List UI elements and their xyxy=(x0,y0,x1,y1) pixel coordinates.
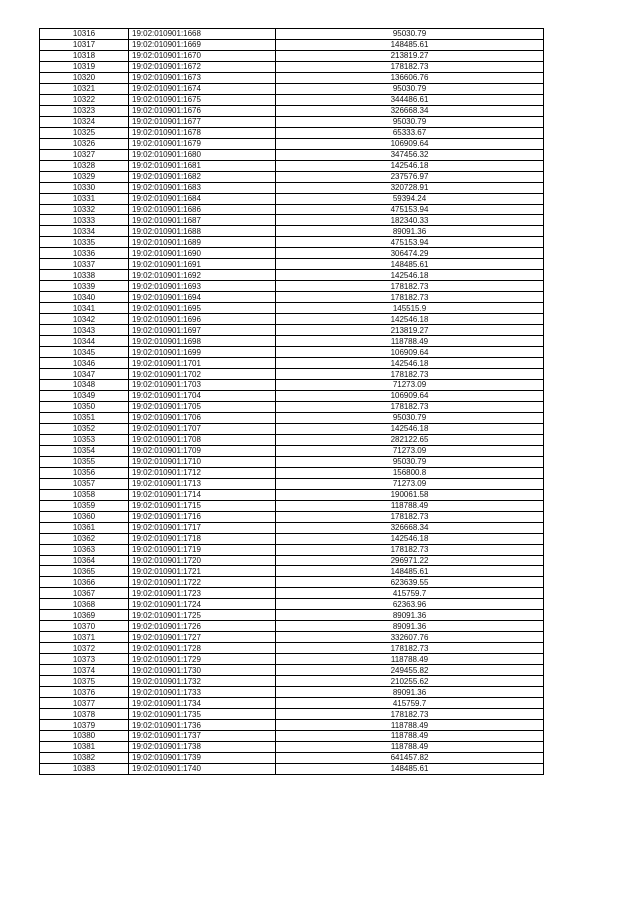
row-number-cell: 10356 xyxy=(40,467,129,478)
table-row xyxy=(40,127,544,138)
table-body xyxy=(40,29,544,775)
table-row xyxy=(40,39,544,50)
row-number-cell: 10321 xyxy=(40,83,129,94)
row-number-cell: 10332 xyxy=(40,204,129,215)
cadastral-value-cell: 475153.94 xyxy=(276,204,544,215)
cadastral-number-cell: 19:02:010901:1705 xyxy=(129,401,276,412)
cadastral-number-cell: 19:02:010901:1692 xyxy=(129,270,276,281)
row-number-cell: 10377 xyxy=(40,698,129,709)
row-number-cell: 10382 xyxy=(40,752,129,763)
table-row xyxy=(40,116,544,127)
table-row xyxy=(40,566,544,577)
cadastral-number-cell: 19:02:010901:1707 xyxy=(129,423,276,434)
table-row xyxy=(40,380,544,391)
cadastral-number-cell: 19:02:010901:1740 xyxy=(129,763,276,774)
cadastral-number-cell: 19:02:010901:1738 xyxy=(129,741,276,752)
cadastral-number-cell: 19:02:010901:1676 xyxy=(129,105,276,116)
cadastral-value-cell: 178182.73 xyxy=(276,281,544,292)
cadastral-number-cell: 19:02:010901:1677 xyxy=(129,116,276,127)
cadastral-number-cell: 19:02:010901:1696 xyxy=(129,314,276,325)
row-number-cell: 10351 xyxy=(40,412,129,423)
row-number-cell: 10357 xyxy=(40,478,129,489)
cadastral-value-cell: 182340.33 xyxy=(276,215,544,226)
row-number-cell: 10375 xyxy=(40,676,129,687)
table-row xyxy=(40,478,544,489)
cadastral-value-cell: 71273.09 xyxy=(276,445,544,456)
row-number-cell: 10346 xyxy=(40,358,129,369)
table-row xyxy=(40,709,544,720)
row-number-cell: 10364 xyxy=(40,555,129,566)
cadastral-value-table xyxy=(39,28,544,775)
table-row xyxy=(40,270,544,281)
cadastral-value-cell: 95030.79 xyxy=(276,456,544,467)
row-number-cell: 10318 xyxy=(40,50,129,61)
table-row xyxy=(40,259,544,270)
cadastral-number-cell: 19:02:010901:1672 xyxy=(129,61,276,72)
table-row xyxy=(40,445,544,456)
cadastral-number-cell: 19:02:010901:1693 xyxy=(129,281,276,292)
cadastral-value-cell: 249455.82 xyxy=(276,665,544,676)
cadastral-number-cell: 19:02:010901:1712 xyxy=(129,467,276,478)
row-number-cell: 10330 xyxy=(40,182,129,193)
row-number-cell: 10340 xyxy=(40,292,129,303)
row-number-cell: 10371 xyxy=(40,632,129,643)
row-number-cell: 10373 xyxy=(40,654,129,665)
cadastral-value-cell: 178182.73 xyxy=(276,709,544,720)
row-number-cell: 10365 xyxy=(40,566,129,577)
cadastral-number-cell: 19:02:010901:1680 xyxy=(129,149,276,160)
cadastral-value-cell: 178182.73 xyxy=(276,511,544,522)
row-number-cell: 10383 xyxy=(40,763,129,774)
cadastral-value-cell: 142546.18 xyxy=(276,533,544,544)
cadastral-value-cell: 347456.32 xyxy=(276,149,544,160)
row-number-cell: 10347 xyxy=(40,369,129,380)
table-row xyxy=(40,325,544,336)
row-number-cell: 10370 xyxy=(40,621,129,632)
table-row xyxy=(40,182,544,193)
row-number-cell: 10337 xyxy=(40,259,129,270)
cadastral-number-cell: 19:02:010901:1725 xyxy=(129,610,276,621)
table-row xyxy=(40,204,544,215)
cadastral-number-cell: 19:02:010901:1724 xyxy=(129,599,276,610)
table-row xyxy=(40,599,544,610)
table-row xyxy=(40,544,544,555)
cadastral-number-cell: 19:02:010901:1703 xyxy=(129,380,276,391)
cadastral-value-cell: 142546.18 xyxy=(276,314,544,325)
row-number-cell: 10369 xyxy=(40,610,129,621)
cadastral-value-cell: 190061.58 xyxy=(276,489,544,500)
cadastral-value-cell: 475153.94 xyxy=(276,237,544,248)
cadastral-number-cell: 19:02:010901:1720 xyxy=(129,555,276,566)
row-number-cell: 10353 xyxy=(40,434,129,445)
cadastral-number-cell: 19:02:010901:1673 xyxy=(129,72,276,83)
cadastral-number-cell: 19:02:010901:1687 xyxy=(129,215,276,226)
cadastral-number-cell: 19:02:010901:1721 xyxy=(129,566,276,577)
cadastral-number-cell: 19:02:010901:1708 xyxy=(129,434,276,445)
cadastral-number-cell: 19:02:010901:1668 xyxy=(129,29,276,40)
table-row xyxy=(40,654,544,665)
table-row xyxy=(40,193,544,204)
row-number-cell: 10362 xyxy=(40,533,129,544)
row-number-cell: 10328 xyxy=(40,160,129,171)
cadastral-number-cell: 19:02:010901:1678 xyxy=(129,127,276,138)
table-row xyxy=(40,138,544,149)
cadastral-value-cell: 326668.34 xyxy=(276,522,544,533)
cadastral-number-cell: 19:02:010901:1722 xyxy=(129,577,276,588)
table-row xyxy=(40,752,544,763)
table-row xyxy=(40,698,544,709)
table-row xyxy=(40,61,544,72)
cadastral-number-cell: 19:02:010901:1737 xyxy=(129,731,276,742)
row-number-cell: 10339 xyxy=(40,281,129,292)
row-number-cell: 10334 xyxy=(40,226,129,237)
row-number-cell: 10379 xyxy=(40,720,129,731)
cadastral-value-cell: 118788.49 xyxy=(276,500,544,511)
row-number-cell: 10366 xyxy=(40,577,129,588)
cadastral-number-cell: 19:02:010901:1694 xyxy=(129,292,276,303)
row-number-cell: 10363 xyxy=(40,544,129,555)
cadastral-value-cell: 95030.79 xyxy=(276,83,544,94)
cadastral-value-cell: 118788.49 xyxy=(276,720,544,731)
table-row xyxy=(40,489,544,500)
cadastral-number-cell: 19:02:010901:1713 xyxy=(129,478,276,489)
cadastral-value-cell: 332607.76 xyxy=(276,632,544,643)
table-row xyxy=(40,292,544,303)
cadastral-number-cell: 19:02:010901:1729 xyxy=(129,654,276,665)
cadastral-number-cell: 19:02:010901:1714 xyxy=(129,489,276,500)
table-row xyxy=(40,237,544,248)
table-row xyxy=(40,555,544,566)
cadastral-number-cell: 19:02:010901:1695 xyxy=(129,303,276,314)
cadastral-number-cell: 19:02:010901:1689 xyxy=(129,237,276,248)
table-row xyxy=(40,303,544,314)
table-row xyxy=(40,500,544,511)
cadastral-number-cell: 19:02:010901:1679 xyxy=(129,138,276,149)
row-number-cell: 10338 xyxy=(40,270,129,281)
row-number-cell: 10374 xyxy=(40,665,129,676)
cadastral-number-cell: 19:02:010901:1697 xyxy=(129,325,276,336)
cadastral-number-cell: 19:02:010901:1706 xyxy=(129,412,276,423)
cadastral-value-cell: 282122.65 xyxy=(276,434,544,445)
row-number-cell: 10319 xyxy=(40,61,129,72)
table-row xyxy=(40,731,544,742)
row-number-cell: 10380 xyxy=(40,731,129,742)
table-row xyxy=(40,720,544,731)
cadastral-value-cell: 213819.27 xyxy=(276,50,544,61)
cadastral-number-cell: 19:02:010901:1710 xyxy=(129,456,276,467)
cadastral-value-cell: 106909.64 xyxy=(276,347,544,358)
cadastral-value-cell: 148485.61 xyxy=(276,566,544,577)
cadastral-value-cell: 95030.79 xyxy=(276,116,544,127)
cadastral-value-cell: 148485.61 xyxy=(276,763,544,774)
cadastral-value-cell: 344486.61 xyxy=(276,94,544,105)
cadastral-value-cell: 178182.73 xyxy=(276,643,544,654)
cadastral-value-cell: 237576.97 xyxy=(276,171,544,182)
table-row xyxy=(40,577,544,588)
table-row xyxy=(40,160,544,171)
cadastral-number-cell: 19:02:010901:1688 xyxy=(129,226,276,237)
cadastral-value-cell: 89091.36 xyxy=(276,610,544,621)
table-row xyxy=(40,632,544,643)
table-row xyxy=(40,467,544,478)
table-row xyxy=(40,665,544,676)
cadastral-number-cell: 19:02:010901:1736 xyxy=(129,720,276,731)
table-row xyxy=(40,336,544,347)
table-row xyxy=(40,390,544,401)
row-number-cell: 10352 xyxy=(40,423,129,434)
table-row xyxy=(40,412,544,423)
cadastral-value-cell: 118788.49 xyxy=(276,741,544,752)
row-number-cell: 10335 xyxy=(40,237,129,248)
cadastral-number-cell: 19:02:010901:1674 xyxy=(129,83,276,94)
row-number-cell: 10322 xyxy=(40,94,129,105)
table-row xyxy=(40,434,544,445)
cadastral-value-cell: 296971.22 xyxy=(276,555,544,566)
cadastral-value-cell: 213819.27 xyxy=(276,325,544,336)
cadastral-value-cell: 145515.9 xyxy=(276,303,544,314)
row-number-cell: 10355 xyxy=(40,456,129,467)
table-row xyxy=(40,588,544,599)
row-number-cell: 10367 xyxy=(40,588,129,599)
row-number-cell: 10324 xyxy=(40,116,129,127)
cadastral-value-cell: 178182.73 xyxy=(276,369,544,380)
cadastral-value-cell: 106909.64 xyxy=(276,390,544,401)
cadastral-value-cell: 178182.73 xyxy=(276,544,544,555)
cadastral-value-cell: 641457.82 xyxy=(276,752,544,763)
cadastral-value-cell: 178182.73 xyxy=(276,292,544,303)
cadastral-number-cell: 19:02:010901:1723 xyxy=(129,588,276,599)
cadastral-number-cell: 19:02:010901:1686 xyxy=(129,204,276,215)
cadastral-number-cell: 19:02:010901:1709 xyxy=(129,445,276,456)
cadastral-number-cell: 19:02:010901:1675 xyxy=(129,94,276,105)
cadastral-value-cell: 142546.18 xyxy=(276,358,544,369)
cadastral-number-cell: 19:02:010901:1670 xyxy=(129,50,276,61)
cadastral-number-cell: 19:02:010901:1691 xyxy=(129,259,276,270)
cadastral-number-cell: 19:02:010901:1726 xyxy=(129,621,276,632)
cadastral-value-cell: 89091.36 xyxy=(276,621,544,632)
table-row xyxy=(40,423,544,434)
cadastral-value-cell: 178182.73 xyxy=(276,401,544,412)
cadastral-value-cell: 623639.55 xyxy=(276,577,544,588)
cadastral-value-cell: 320728.91 xyxy=(276,182,544,193)
cadastral-value-cell: 210255.62 xyxy=(276,676,544,687)
cadastral-value-cell: 89091.36 xyxy=(276,687,544,698)
cadastral-number-cell: 19:02:010901:1732 xyxy=(129,676,276,687)
table-row xyxy=(40,401,544,412)
cadastral-value-cell: 59394.24 xyxy=(276,193,544,204)
table-row xyxy=(40,522,544,533)
table-row xyxy=(40,281,544,292)
cadastral-number-cell: 19:02:010901:1699 xyxy=(129,347,276,358)
row-number-cell: 10333 xyxy=(40,215,129,226)
table-row xyxy=(40,83,544,94)
cadastral-number-cell: 19:02:010901:1669 xyxy=(129,39,276,50)
cadastral-number-cell: 19:02:010901:1683 xyxy=(129,182,276,193)
cadastral-number-cell: 19:02:010901:1702 xyxy=(129,369,276,380)
table-row xyxy=(40,314,544,325)
table-row xyxy=(40,687,544,698)
table-row xyxy=(40,676,544,687)
row-number-cell: 10329 xyxy=(40,171,129,182)
row-number-cell: 10325 xyxy=(40,127,129,138)
row-number-cell: 10336 xyxy=(40,248,129,259)
row-number-cell: 10360 xyxy=(40,511,129,522)
cadastral-value-cell: 142546.18 xyxy=(276,423,544,434)
cadastral-value-cell: 306474.29 xyxy=(276,248,544,259)
table-row xyxy=(40,741,544,752)
row-number-cell: 10358 xyxy=(40,489,129,500)
table-row xyxy=(40,347,544,358)
row-number-cell: 10345 xyxy=(40,347,129,358)
table-row xyxy=(40,94,544,105)
row-number-cell: 10354 xyxy=(40,445,129,456)
row-number-cell: 10343 xyxy=(40,325,129,336)
cadastral-value-cell: 118788.49 xyxy=(276,731,544,742)
cadastral-number-cell: 19:02:010901:1690 xyxy=(129,248,276,259)
table-row xyxy=(40,456,544,467)
row-number-cell: 10349 xyxy=(40,390,129,401)
row-number-cell: 10361 xyxy=(40,522,129,533)
cadastral-value-cell: 95030.79 xyxy=(276,412,544,423)
cadastral-number-cell: 19:02:010901:1719 xyxy=(129,544,276,555)
table-row xyxy=(40,533,544,544)
cadastral-value-cell: 156800.8 xyxy=(276,467,544,478)
table-row xyxy=(40,621,544,632)
row-number-cell: 10316 xyxy=(40,29,129,40)
table-row xyxy=(40,72,544,83)
table-row xyxy=(40,369,544,380)
row-number-cell: 10320 xyxy=(40,72,129,83)
cadastral-value-cell: 136606.76 xyxy=(276,72,544,83)
cadastral-value-cell: 178182.73 xyxy=(276,61,544,72)
cadastral-number-cell: 19:02:010901:1684 xyxy=(129,193,276,204)
table-row xyxy=(40,248,544,259)
cadastral-value-cell: 89091.36 xyxy=(276,226,544,237)
cadastral-value-cell: 95030.79 xyxy=(276,29,544,40)
cadastral-value-cell: 118788.49 xyxy=(276,336,544,347)
cadastral-number-cell: 19:02:010901:1716 xyxy=(129,511,276,522)
cadastral-value-cell: 326668.34 xyxy=(276,105,544,116)
table-row xyxy=(40,215,544,226)
cadastral-number-cell: 19:02:010901:1681 xyxy=(129,160,276,171)
row-number-cell: 10359 xyxy=(40,500,129,511)
cadastral-value-cell: 71273.09 xyxy=(276,380,544,391)
table-row xyxy=(40,50,544,61)
table-row xyxy=(40,105,544,116)
cadastral-number-cell: 19:02:010901:1715 xyxy=(129,500,276,511)
row-number-cell: 10378 xyxy=(40,709,129,720)
cadastral-number-cell: 19:02:010901:1682 xyxy=(129,171,276,182)
cadastral-value-cell: 106909.64 xyxy=(276,138,544,149)
table-row xyxy=(40,171,544,182)
table-row xyxy=(40,763,544,774)
table-row xyxy=(40,226,544,237)
cadastral-number-cell: 19:02:010901:1733 xyxy=(129,687,276,698)
table-row xyxy=(40,149,544,160)
row-number-cell: 10348 xyxy=(40,380,129,391)
cadastral-value-cell: 415759.7 xyxy=(276,698,544,709)
cadastral-number-cell: 19:02:010901:1739 xyxy=(129,752,276,763)
table-row xyxy=(40,511,544,522)
table-row xyxy=(40,29,544,40)
cadastral-number-cell: 19:02:010901:1728 xyxy=(129,643,276,654)
row-number-cell: 10344 xyxy=(40,336,129,347)
row-number-cell: 10326 xyxy=(40,138,129,149)
cadastral-number-cell: 19:02:010901:1717 xyxy=(129,522,276,533)
cadastral-value-cell: 62363.96 xyxy=(276,599,544,610)
cadastral-number-cell: 19:02:010901:1698 xyxy=(129,336,276,347)
cadastral-value-cell: 148485.61 xyxy=(276,259,544,270)
row-number-cell: 10331 xyxy=(40,193,129,204)
cadastral-number-cell: 19:02:010901:1735 xyxy=(129,709,276,720)
row-number-cell: 10368 xyxy=(40,599,129,610)
table-row xyxy=(40,643,544,654)
row-number-cell: 10317 xyxy=(40,39,129,50)
cadastral-value-cell: 65333.67 xyxy=(276,127,544,138)
cadastral-number-cell: 19:02:010901:1701 xyxy=(129,358,276,369)
cadastral-value-cell: 148485.61 xyxy=(276,39,544,50)
row-number-cell: 10376 xyxy=(40,687,129,698)
cadastral-number-cell: 19:02:010901:1734 xyxy=(129,698,276,709)
row-number-cell: 10381 xyxy=(40,741,129,752)
row-number-cell: 10350 xyxy=(40,401,129,412)
row-number-cell: 10323 xyxy=(40,105,129,116)
cadastral-number-cell: 19:02:010901:1727 xyxy=(129,632,276,643)
row-number-cell: 10372 xyxy=(40,643,129,654)
cadastral-number-cell: 19:02:010901:1718 xyxy=(129,533,276,544)
row-number-cell: 10342 xyxy=(40,314,129,325)
table-row xyxy=(40,358,544,369)
cadastral-number-cell: 19:02:010901:1704 xyxy=(129,390,276,401)
cadastral-number-cell: 19:02:010901:1730 xyxy=(129,665,276,676)
table-row xyxy=(40,610,544,621)
cadastral-value-cell: 118788.49 xyxy=(276,654,544,665)
cadastral-value-cell: 142546.18 xyxy=(276,270,544,281)
cadastral-value-cell: 71273.09 xyxy=(276,478,544,489)
cadastral-value-cell: 142546.18 xyxy=(276,160,544,171)
row-number-cell: 10327 xyxy=(40,149,129,160)
row-number-cell: 10341 xyxy=(40,303,129,314)
cadastral-value-cell: 415759.7 xyxy=(276,588,544,599)
